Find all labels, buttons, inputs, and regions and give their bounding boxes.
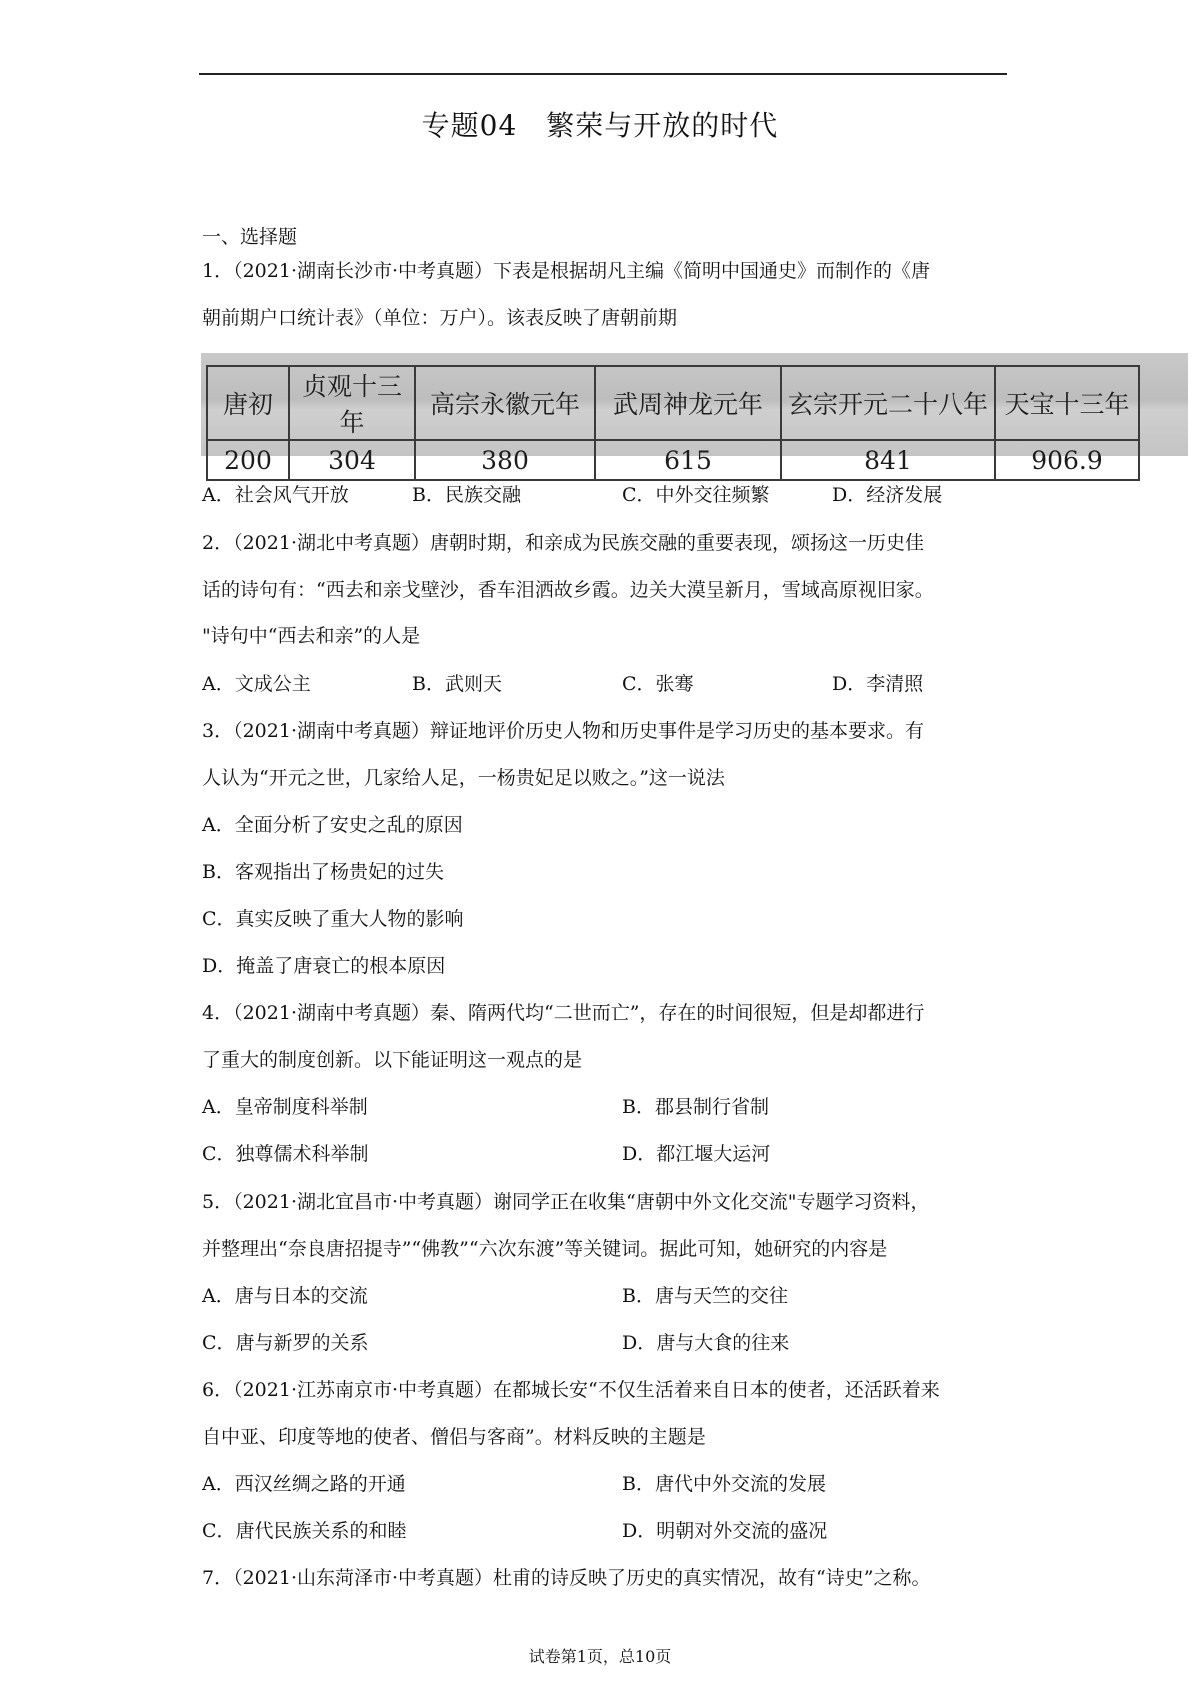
question-3-option-c: C．真实反映了重大人物的影响: [202, 908, 464, 930]
question-3-option-d: D．掩盖了唐衰亡的根本原因: [202, 955, 446, 977]
question-2-line-3: "诗句中“西去和亲”的人是: [202, 625, 421, 647]
question-2-line-1: 2．（2021·湖北中考真题）唐朝时期，和亲成为民族交融的重要表现，颂扬这一历史佳: [202, 532, 924, 554]
table-header-cell: 玄宗开元二十八年: [781, 366, 995, 440]
question-5-line-1: 5．（2021·湖北宜昌市·中考真题）谢同学正在收集“唐朝中外文化交流"专题学习资料，: [202, 1191, 930, 1213]
question-5-option-c: C．唐与新罗的关系: [202, 1332, 369, 1354]
question-6-line-1: 6．（2021·江苏南京市·中考真题）在都城长安“不仅生活着来自日本的使者，还活跃着来: [202, 1379, 940, 1401]
section-heading: 一、选择题: [202, 226, 298, 248]
question-6-option-a: A．西汉丝绸之路的开通: [202, 1473, 406, 1495]
question-5-option-b: B．唐与天竺的交往: [622, 1285, 788, 1307]
question-3-option-a: A．全面分析了安史之乱的原因: [202, 814, 463, 836]
question-1-option-d: D．经济发展: [832, 484, 943, 506]
question-2-option-a: A．文成公主: [202, 673, 311, 695]
question-6-option-b: B．唐代中外交流的发展: [622, 1473, 826, 1495]
page-title: 专题04 繁荣与开放的时代: [421, 109, 779, 142]
table-value-cell: 906.9: [995, 440, 1139, 480]
page-footer: 试卷第1页，总10页: [528, 1647, 672, 1666]
question-5-option-a: A．唐与日本的交流: [202, 1285, 368, 1307]
question-3-line-2: 人认为“开元之世，几家给人足，一杨贵妃足以败之。”这一说法: [202, 767, 725, 789]
question-1-option-a: A．社会风气开放: [202, 484, 349, 506]
question-1-option-c: C．中外交往频繁: [622, 484, 770, 506]
household-statistics-table: [206, 365, 1140, 481]
question-1-option-b: B．民族交融: [412, 484, 521, 506]
question-5-line-2: 并整理出“奈良唐招提寺”“佛教”“六次东渡”等关键词。据此可知，她研究的内容是: [202, 1238, 888, 1260]
question-3-line-1: 3．（2021·湖南中考真题）辩证地评价历史人物和历史事件是学习历史的基本要求。有: [202, 720, 924, 742]
question-6-option-d: D．明朝对外交流的盛况: [622, 1520, 828, 1542]
table-value-cell: 304: [289, 440, 415, 480]
household-statistics-table-image: [201, 353, 1188, 475]
table-header-cell: 贞观十三年: [289, 366, 415, 440]
table-header-cell: 唐初: [207, 366, 289, 440]
table-value-row: [207, 440, 1139, 480]
table-value-cell: 615: [595, 440, 781, 480]
question-2-option-d: D．李清照: [832, 673, 924, 695]
question-7-line-1: 7．（2021·山东菏泽市·中考真题）杜甫的诗反映了历史的真实情况，故有“诗史”之称。: [202, 1567, 931, 1589]
table-header-cell: 高宗永徽元年: [415, 366, 595, 440]
table-value-cell: 841: [781, 440, 995, 480]
table-header-row: [207, 366, 1139, 440]
question-3-option-b: B．客观指出了杨贵妃的过失: [202, 861, 444, 883]
table-header-cell: 武周神龙元年: [595, 366, 781, 440]
question-4-line-2: 了重大的制度创新。以下能证明这一观点的是: [202, 1049, 583, 1071]
question-4-line-1: 4．（2021·湖南中考真题）秦、隋两代均“二世而亡”，存在的时间很短，但是却都进行: [202, 1002, 925, 1024]
question-1-line-1: 1．（2021·湖南长沙市·中考真题）下表是根据胡凡主编《简明中国通史》而制作的《唐: [202, 260, 931, 282]
question-4-option-b: B．郡县制行省制: [622, 1096, 769, 1118]
question-6-line-2: 自中亚、印度等地的使者、僧侣与客商”。材料反映的主题是: [202, 1426, 706, 1448]
question-2-option-b: B．武则天: [412, 673, 502, 695]
table-value-cell: 200: [207, 440, 289, 480]
question-6-option-c: C．唐代民族关系的和睦: [202, 1520, 407, 1542]
question-5-option-d: D．唐与大食的往来: [622, 1332, 790, 1354]
question-2-option-c: C．张骞: [622, 673, 694, 695]
question-4-option-a: A．皇帝制度科举制: [202, 1096, 368, 1118]
table-header-cell: 天宝十三年: [995, 366, 1139, 440]
question-4-option-c: C．独尊儒术科举制: [202, 1143, 369, 1165]
question-4-option-d: D．都江堰大运河: [622, 1143, 771, 1165]
table-value-cell: 380: [415, 440, 595, 480]
header-rule: [199, 73, 1007, 75]
question-1-line-2: 朝前期户口统计表》（单位：万户）。该表反映了唐朝前期: [202, 307, 678, 329]
question-2-line-2: 话的诗句有：“西去和亲戈壁沙，香车泪洒故乡霞。边关大漠呈新月，雪域高原视旧家。: [202, 579, 934, 601]
